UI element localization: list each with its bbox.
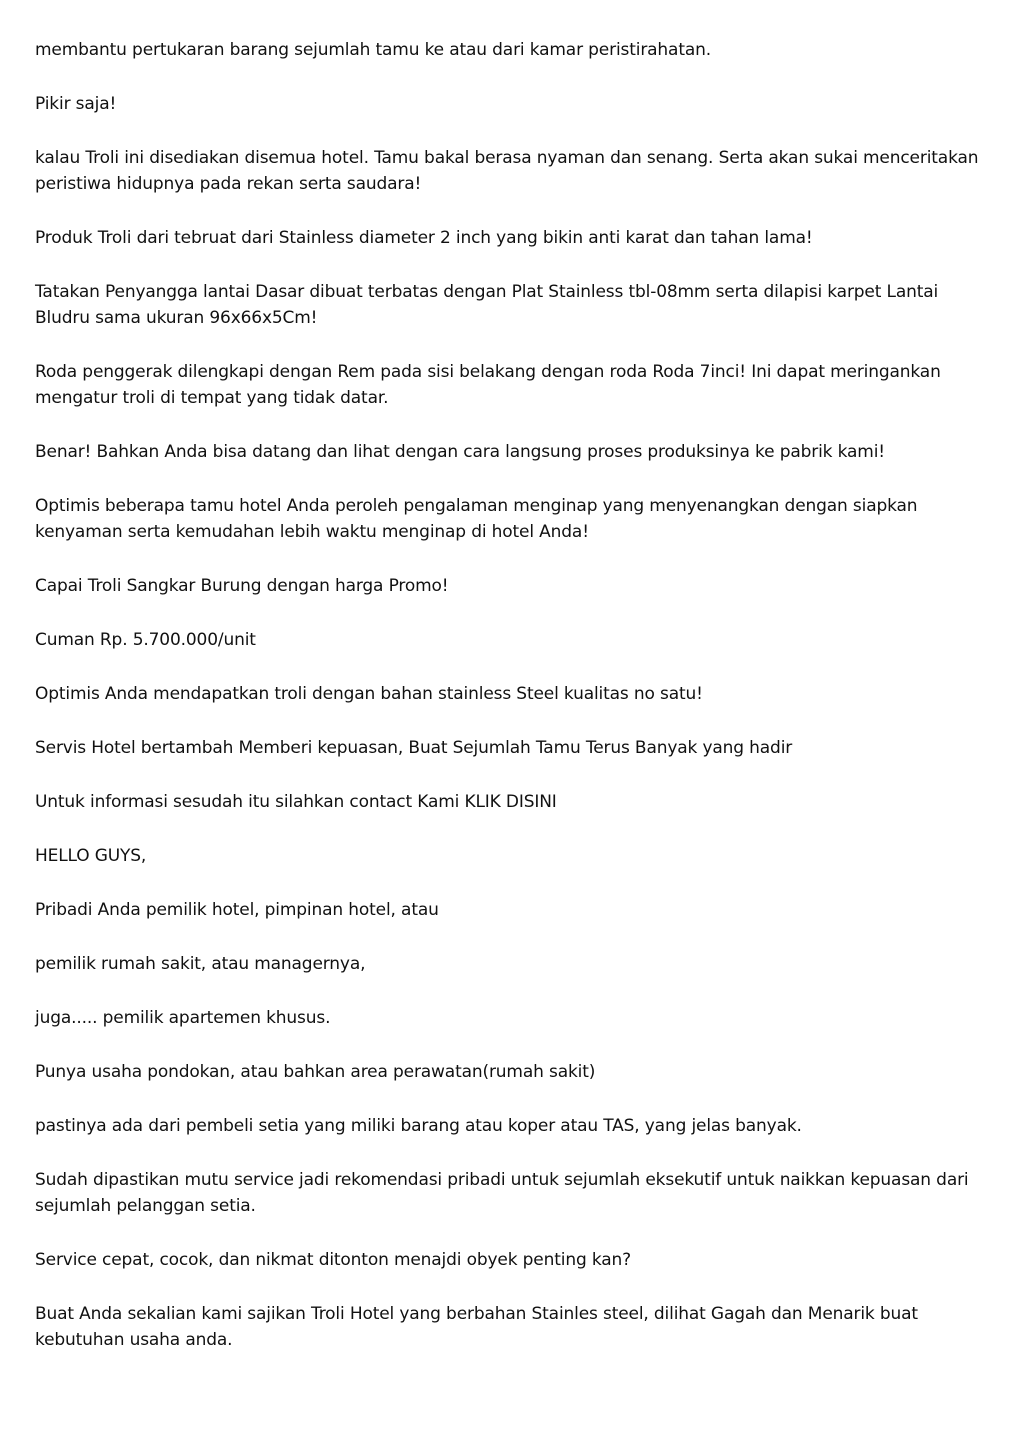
paragraph: Tatakan Penyangga lantai Dasar dibuat terbatas dengan Plat Stainless tbl-08mm serta dilapisi karpet Lantai Bludru sama ukuran 96x66x5Cm! bbox=[35, 282, 939, 328]
paragraph: Roda penggerak dilengkapi dengan Rem pada sisi belakang dengan roda Roda 7inci! Ini dapat meringankan mengatur troli di tempat yang tidak datar. bbox=[35, 362, 941, 408]
promo-heading: Capai Troli Sangkar Burung dengan harga Promo! bbox=[35, 576, 449, 596]
price-text: Cuman Rp. 5.700.000/unit bbox=[35, 630, 256, 650]
paragraph: Optimis Anda mendapatkan troli dengan bahan stainless Steel kualitas no satu! bbox=[35, 684, 703, 704]
paragraph: Pribadi Anda pemilik hotel, pimpinan hotel, atau bbox=[35, 900, 439, 920]
paragraph: pemilik rumah sakit, atau managernya, bbox=[35, 954, 366, 974]
paragraph: kalau Troli ini disediakan disemua hotel. Tamu bakal berasa nyaman dan senang. Serta akan sukai menceritakan peristiwa hidupnya pada rekan serta saudara! bbox=[35, 148, 979, 194]
paragraph: Produk Troli dari tebruat dari Stainless diameter 2 inch yang bikin anti karat dan tahan lama! bbox=[35, 228, 813, 248]
paragraph: Benar! Bahkan Anda bisa datang dan lihat dengan cara langsung proses produksinya ke pabrik kami! bbox=[35, 442, 885, 462]
paragraph: pastinya ada dari pembeli setia yang miliki barang atau koper atau TAS, yang jelas banyak. bbox=[35, 1116, 802, 1136]
paragraph: Servis Hotel bertambah Memberi kepuasan, Buat Sejumlah Tamu Terus Banyak yang hadir bbox=[35, 738, 793, 758]
paragraph: Optimis beberapa tamu hotel Anda peroleh pengalaman menginap yang menyenangkan dengan siapkan kenyaman serta kemudahan lebih waktu menginap di hotel Anda! bbox=[35, 496, 918, 542]
paragraph: membantu pertukaran barang sejumlah tamu ke atau dari kamar peristirahatan. bbox=[35, 40, 711, 60]
paragraph: Punya usaha pondokan, atau bahkan area perawatan(rumah sakit) bbox=[35, 1062, 596, 1082]
paragraph: Pikir saja! bbox=[35, 94, 117, 114]
paragraph: Sudah dipastikan mutu service jadi rekomendasi pribadi untuk sejumlah eksekutif untuk naikkan kepuasan dari sejumlah pelanggan setia. bbox=[35, 1170, 969, 1216]
paragraph: juga..... pemilik apartemen khusus. bbox=[35, 1008, 331, 1028]
document-body bbox=[35, 37, 995, 1381]
greeting-text: HELLO GUYS, bbox=[35, 846, 147, 866]
paragraph: Buat Anda sekalian kami sajikan Troli Hotel yang berbahan Stainles steel, dilihat Gagah dan Menarik buat kebutuhan usaha anda. bbox=[35, 1304, 918, 1350]
contact-text: Untuk informasi sesudah itu silahkan contact Kami KLIK DISINI bbox=[35, 792, 557, 812]
paragraph: Service cepat, cocok, dan nikmat ditonton menajdi obyek penting kan? bbox=[35, 1250, 631, 1270]
